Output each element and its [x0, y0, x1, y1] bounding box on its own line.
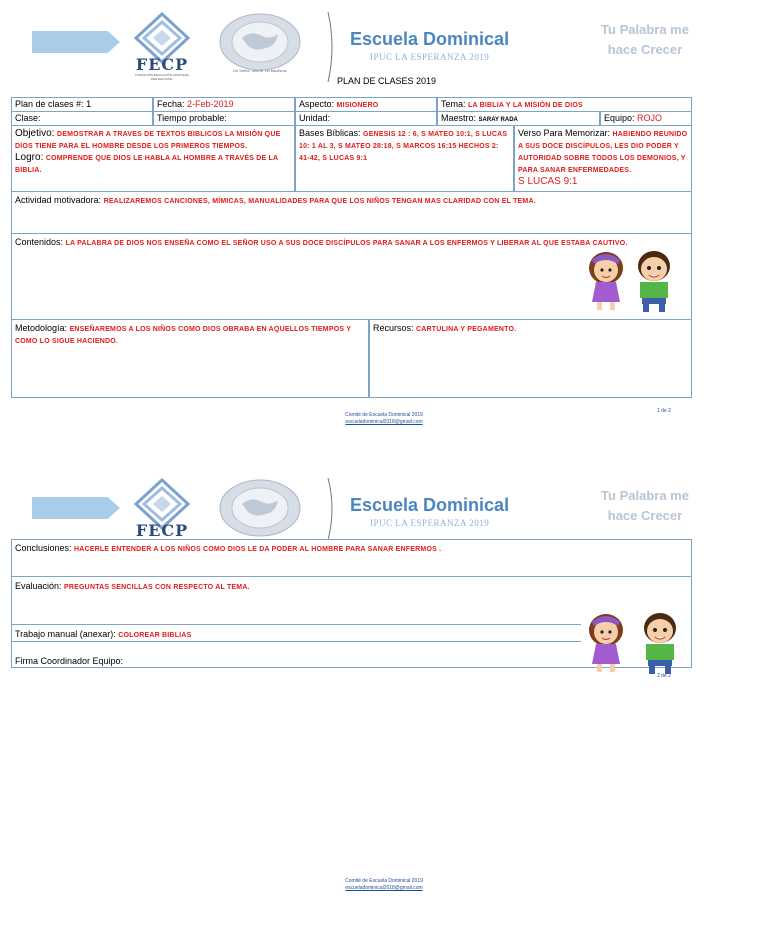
recursos-value: CARTULINA Y PEGAMENTO.: [416, 326, 517, 333]
recursos-cell: [369, 319, 692, 398]
boy-illustration-icon: [636, 610, 684, 676]
contenidos-value: LA PALABRA DE DIOS NOS ENSEÑA COMO EL SEÑOR USO A SUS DOCE DISCÍPULOS PARA SANAR A LOS ENFERMOS Y LIBERAR AL QUE ESTABA CAUTIVO.: [65, 240, 628, 247]
conclusiones-cell: [11, 539, 692, 577]
objetivo-value: DEMOSTRAR A TRAVES DE TEXTOS BIBLICOS LA MISIÓN QUE DIOS TIENE PARA EL HOMBRE DESDE LOS PRIMEROS TIEMPOS.: [15, 131, 281, 150]
verso-value: HABIENDO REUNIDO A SUS DOCE DISCÍPULOS, LES DIO PODER Y AUTORIDAD SOBRE TODOS LOS DEMONIOS, Y PARA SANAR ENFERMEDADES.: [518, 131, 688, 174]
metodologia-label: Metodología:: [15, 323, 68, 333]
school-title: Escuela Dominical: [350, 29, 510, 49]
fecha-value: 2-Feb-2019: [187, 99, 234, 109]
footer-committee: Comité de Escuela Dominical 2019: [345, 412, 423, 418]
page1-footer: [284, 412, 484, 426]
maestro-value: SARAY RADA: [478, 117, 518, 123]
trabajo-value: COLOREAR BIBLIAS: [118, 632, 192, 639]
globe-seal-icon: [212, 12, 308, 74]
page2-footer: [284, 878, 484, 892]
objetivo-cell: [11, 125, 295, 192]
page-number: 1 de 2: [657, 408, 671, 414]
unidad-cell: [295, 111, 437, 126]
aspecto-label: Aspecto:: [299, 99, 335, 109]
aspecto-cell: [295, 97, 437, 112]
divider-line: [11, 641, 581, 642]
plan-value: 1: [86, 99, 92, 109]
fecha-label: Fecha:: [157, 99, 185, 109]
decorative-arrow: [32, 497, 120, 519]
firma-label: Firma Coordinador Equipo:: [15, 656, 124, 666]
actividad-cell: [11, 191, 692, 234]
tema-value: LA BIBLIA Y LA MISIÓN DE DIOS: [468, 102, 583, 109]
tiempo-cell: [153, 111, 295, 126]
separator-curve-icon: [322, 12, 338, 82]
school-title: Escuela Dominical: [350, 495, 510, 515]
fecp-subtitle: FUNDACIÓN EDUCACIÓN CRISTIANA PENTECOSTAL: [135, 73, 189, 81]
divider-line: [11, 624, 581, 625]
footer-email-link[interactable]: escueladominical2018@gmail.com: [345, 885, 423, 891]
evaluacion-row: [15, 581, 250, 591]
plan-label: Plan de clases #:: [15, 99, 84, 109]
verso-cell: [514, 125, 692, 192]
unidad-label: Unidad:: [299, 113, 331, 123]
bases-value: GENESIS 12 : 6, S MATEO 10:1, S LUCAS 10: 1 AL 3, S MATEO 28:18, S MARCOS 16:15 HECHOS 2: 41-42, S LUCAS 9:1: [299, 131, 508, 162]
school-subtitle: IPUC LA ESPERANZA 2019: [370, 518, 490, 528]
globe-seal-icon: [212, 478, 308, 540]
trabajo-row: [15, 629, 191, 639]
actividad-label: Actividad motivadora:: [15, 195, 102, 205]
fecp-label: FECP: [135, 55, 189, 74]
girl-illustration-icon: [584, 250, 628, 312]
motto-line-1: Tu Palabra me: [601, 488, 689, 503]
footer-committee: Comité de Escuela Dominical 2019: [345, 878, 423, 884]
motto-line-2: hace Crecer: [607, 42, 683, 57]
boy-illustration-icon: [630, 248, 678, 314]
motto-line-2: hace Crecer: [607, 508, 683, 523]
plan-number-cell: [11, 97, 153, 112]
conclusiones-label: Conclusiones:: [15, 543, 72, 553]
maestro-label: Maestro:: [441, 113, 477, 123]
church-seal: [212, 478, 308, 545]
metodologia-cell: [11, 319, 369, 398]
equipo-label: Equipo:: [604, 113, 635, 123]
seal-caption: Un Señor, una fe, un bautismo: [232, 68, 288, 73]
verso-reference: S LUCAS 9:1: [518, 176, 578, 187]
aspecto-value: MISIONERO: [336, 102, 379, 109]
page-number: 2 de 2: [657, 673, 671, 679]
bases-cell: [295, 125, 514, 192]
fecha-cell: [153, 97, 295, 112]
recursos-label: Recursos:: [373, 323, 414, 333]
clase-label: Clase:: [15, 113, 41, 123]
fecp-label: FECP: [135, 521, 189, 540]
metodologia-value: ENSEÑAREMOS A LOS NIÑOS COMO DIOS OBRABA EN AQUELLOS TIEMPOS Y COMO LO SIGUE HACIENDO.: [15, 326, 351, 345]
verso-label: Verso Para Memorizar:: [518, 128, 611, 138]
logro-value: COMPRENDE QUE DIOS LE HABLA AL HOMBRE A TRAVÉS DE LA BIBLIA.: [15, 155, 278, 174]
evaluacion-label: Evaluación:: [15, 581, 62, 591]
contenidos-label: Contenidos:: [15, 237, 64, 247]
tema-cell: [437, 97, 692, 112]
divider-line: [11, 539, 12, 668]
evaluacion-value: PREGUNTAS SENCILLAS CON RESPECTO AL TEMA.: [64, 584, 250, 591]
divider-line: [691, 539, 692, 668]
actividad-value: REALIZAREMOS CANCIONES, MÍMICAS, MANUALIDADES PARA QUE LOS NIÑOS TENGAN MAS CLARIDAD CON EL TEMA.: [103, 198, 536, 205]
conclusiones-value: HACERLE ENTENDER A LOS NIÑOS COMO DIOS LE DA PODER AL HOMBRE PARA SANAR ENFERMOS .: [74, 546, 442, 553]
equipo-cell: [600, 111, 692, 126]
objetivo-label: Objetivo:: [15, 128, 55, 139]
logro-label: Logro:: [15, 152, 44, 163]
equipo-value: ROJO: [637, 113, 663, 123]
motto: [595, 486, 695, 526]
maestro-cell: [437, 111, 600, 126]
trabajo-label: Trabajo manual (anexar):: [15, 629, 116, 639]
tiempo-label: Tiempo probable:: [157, 113, 227, 123]
decorative-arrow: [32, 31, 120, 53]
clase-cell: [11, 111, 153, 126]
school-subtitle: IPUC LA ESPERANZA 2019: [370, 52, 490, 62]
motto-line-1: Tu Palabra me: [601, 22, 689, 37]
tema-label: Tema:: [441, 99, 466, 109]
footer-email-link[interactable]: escueladominical2018@gmail.com: [345, 419, 423, 425]
plan-title: PLAN DE CLASES 2019: [337, 76, 437, 86]
girl-illustration-icon: [584, 612, 628, 674]
motto: [595, 20, 695, 60]
separator-curve-icon: [322, 478, 338, 540]
bases-label: Bases Bíblicas:: [299, 128, 361, 138]
